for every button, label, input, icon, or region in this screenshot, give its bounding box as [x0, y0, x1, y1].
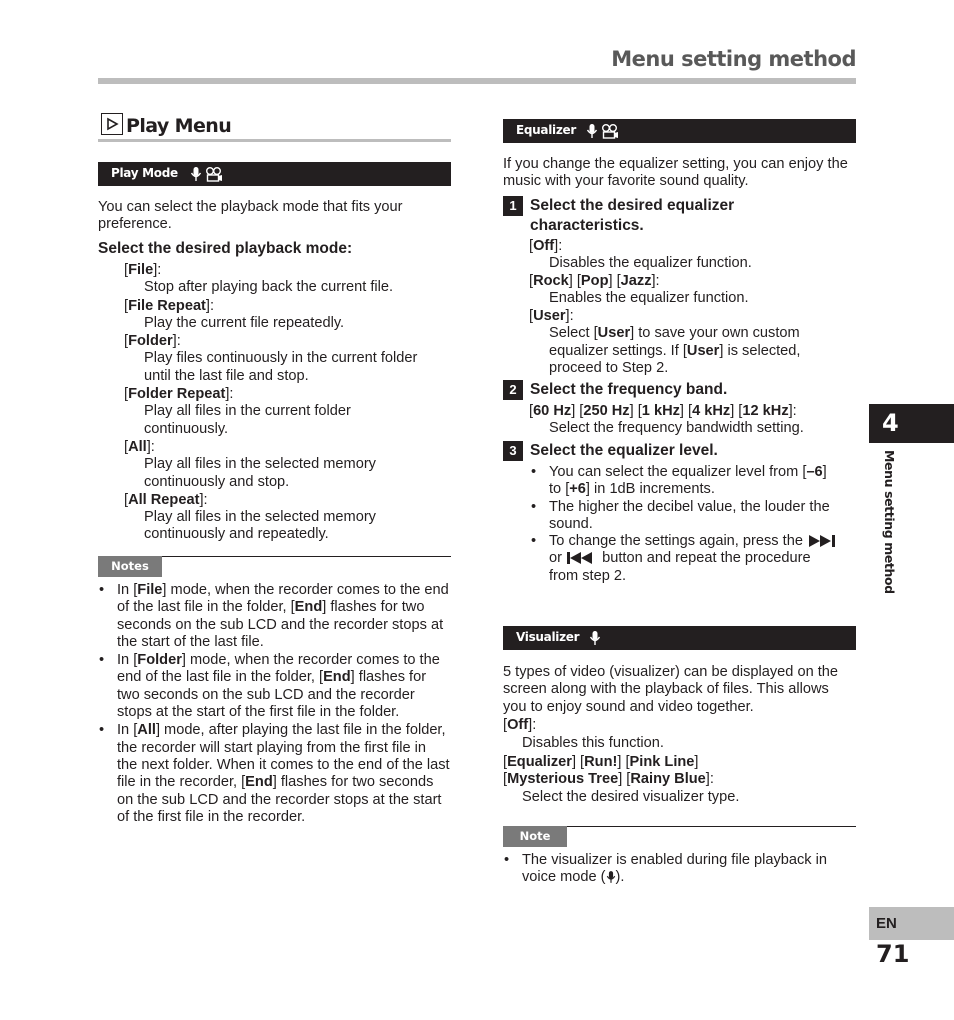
play-menu-title: Play Menu [126, 114, 232, 137]
equalizer-step-3-bullets [530, 464, 856, 585]
step-title: Select the equalizer level. [530, 442, 718, 459]
eq-level-bullet: • The higher the decibel value, the louder the sound. [530, 499, 856, 534]
option-folder-repeat: [Folder Repeat]: [124, 386, 234, 403]
option-all: [All]: [124, 438, 155, 455]
eq-user-desc: Select [User] to save your own custom [549, 325, 800, 342]
fast-forward-icon [807, 534, 839, 548]
vis-types: [Equalizer] [Run!] [Pink Line] [503, 753, 699, 770]
microphone-icon [589, 630, 601, 646]
play-menu-rule [98, 139, 451, 142]
option-all-repeat-desc-2: continuously and repeatedly. [144, 526, 329, 543]
eq-off: [Off]: [529, 238, 563, 254]
visualizer-options [503, 717, 856, 806]
play-mode-bar-label: Play Mode [111, 166, 178, 181]
equalizer-step-3 [503, 441, 856, 461]
option-folder-desc-2: until the last file and stop. [144, 367, 309, 384]
eq-user-desc-3: proceed to Step 2. [549, 360, 669, 377]
eq-user: [User]: [529, 308, 574, 325]
note-item: • In [Folder] mode, when the recorder comes to the end of the last file in the folder, [End] flashes for two seconds on the sub LCD and the recorder stops at the start of the first file in the folder. [98, 652, 450, 721]
equalizer-step-2 [503, 380, 856, 400]
eq-bands: [60 Hz] [250 Hz] [1 kHz] [4 kHz] [12 kHz]: [529, 403, 797, 419]
option-all-repeat: [All Repeat]: [124, 491, 208, 508]
step-title: Select the frequency band. [530, 381, 728, 398]
option-folder-desc: Play files continuously in the current folder [144, 350, 418, 367]
option-file-repeat: [File Repeat]: [124, 297, 215, 314]
visualizer-intro: 5 types of video (visualizer) can be displayed on the screen along with the playback of files. This allows you to enjoy sound and video together. [503, 664, 839, 715]
notes-tab: Notes [98, 556, 162, 577]
play-menu-heading [101, 113, 231, 135]
visualizer-bar-label: Visualizer [516, 630, 580, 645]
language-tab: EN [869, 907, 954, 940]
equalizer-step-1-options [503, 238, 856, 377]
note-item: • In [File] mode, when the recorder comes to the end of the last file in the folder, [End] flashes for two seconds on the sub LCD and the recorder stops at the start of the last file. [98, 582, 450, 651]
vis-types-2: [Mysterious Tree] [Rainy Blue]: [503, 770, 714, 787]
equalizer-step-1 [503, 196, 856, 235]
note-item: • In [All] mode, after playing the last file in the folder, the recorder will start playing from the first file in the next folder. When it comes to the end of the last file in the recorder, [End] flashes for two seconds on the sub LCD and the recorder stops at the start of the first file in the recorder. [98, 722, 450, 826]
page-title: Menu setting method [611, 47, 856, 71]
visualizer-bar [503, 626, 856, 650]
option-all-desc-2: continuously and stop. [144, 473, 290, 490]
step-title: Select the desired equalizer characteristics. [530, 197, 735, 234]
page-number: 71 [876, 940, 910, 968]
eq-level-bullet: • You can select the equalizer level from [–6] to [+6] in 1dB increments. [530, 464, 856, 499]
visualizer-note [503, 852, 856, 887]
vis-off-desc: Disables this function. [522, 735, 664, 752]
step-number: 2 [503, 380, 523, 400]
step-number: 3 [503, 441, 523, 461]
chapter-label: Menu setting method [882, 450, 897, 594]
eq-bands-desc: Select the frequency bandwidth setting. [549, 420, 804, 437]
play-triangle-icon [101, 113, 123, 135]
eq-level-bullet: • To change the settings again, press the or button and repeat the procedure from step 2. [530, 533, 856, 585]
option-file-desc: Stop after playing back the current file. [144, 279, 394, 296]
vis-off: [Off]: [503, 717, 537, 733]
eq-off-desc: Disables the equalizer function. [549, 255, 752, 272]
option-folder: [Folder]: [124, 333, 181, 350]
header-rule [98, 78, 856, 84]
play-mode-bar [98, 162, 451, 186]
option-file: [File]: [124, 262, 162, 278]
equalizer-bar [503, 119, 856, 143]
eq-user-desc-2: equalizer settings. If [User] is selected, [549, 342, 801, 359]
rewind-icon [566, 551, 598, 565]
option-all-desc: Play all files in the selected memory [144, 456, 376, 473]
step-number: 1 [503, 196, 523, 216]
equalizer-bar-label: Equalizer [516, 123, 576, 138]
eq-rpj-desc: Enables the equalizer function. [549, 289, 749, 306]
film-camera-icon [205, 166, 223, 182]
note-item: • The visualizer is enabled during file playback in voice mode ( ). [503, 852, 856, 887]
equalizer-intro: If you change the equalizer setting, you can enjoy the music with your favorite sound quality. [503, 156, 848, 190]
notes-list [98, 582, 450, 826]
microphone-icon [586, 123, 598, 139]
vis-types-desc: Select the desired visualizer type. [522, 789, 740, 806]
option-all-repeat-desc: Play all files in the selected memory [144, 509, 376, 526]
play-mode-options [98, 262, 458, 544]
eq-rock-pop-jazz: [Rock] [Pop] [Jazz]: [529, 272, 660, 289]
note-tab: Note [503, 826, 567, 847]
microphone-icon [190, 166, 202, 182]
option-folder-repeat-desc-2: continuously. [144, 420, 229, 437]
microphone-icon [606, 870, 616, 884]
film-camera-icon [601, 123, 619, 139]
chapter-tab: 4 [869, 404, 954, 443]
option-folder-repeat-desc: Play all files in the current folder [144, 403, 351, 420]
play-mode-instruction: Select the desired playback mode: [98, 240, 353, 257]
play-mode-intro: You can select the playback mode that fits your preference. [98, 199, 403, 233]
option-file-repeat-desc: Play the current file repeatedly. [144, 314, 345, 331]
equalizer-step-2-options [503, 403, 856, 438]
